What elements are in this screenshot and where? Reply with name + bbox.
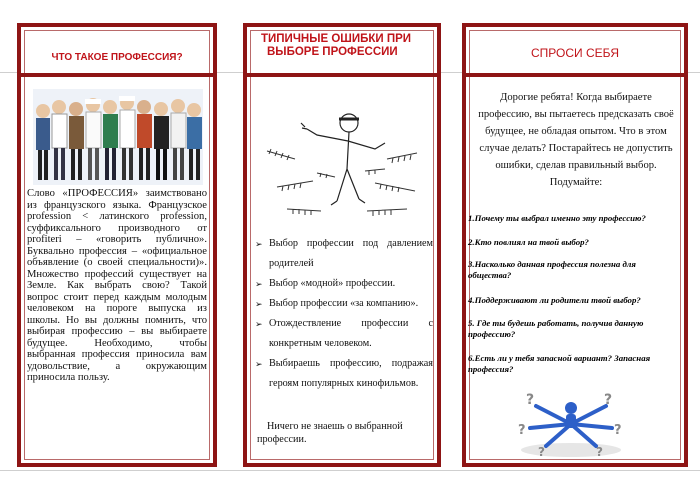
- list-item: [253, 274, 433, 294]
- panel-title: СПРОСИ СЕБЯ: [530, 46, 620, 60]
- list-item-text: Выбираешь профессию, подражая героям популярных кинофильмов.: [269, 358, 433, 389]
- title-divider: [462, 73, 688, 77]
- arrow-bullet-icon: ➢: [255, 239, 263, 249]
- question-marks-arrows-illustration: [516, 384, 626, 459]
- svg-text:?: ?: [596, 445, 603, 459]
- svg-text:?: ?: [604, 392, 613, 408]
- title-divider: [17, 73, 217, 77]
- panel-what-is-profession: [17, 23, 217, 467]
- blindfolded-man-rakes-illustration: [257, 89, 431, 229]
- svg-text:?: ?: [526, 392, 535, 408]
- arrow-bullet-icon: ➢: [255, 359, 263, 369]
- question-item: 4.Поддерживают ли родители твой выбор?: [468, 295, 641, 305]
- list-item-text: Выбор «модной» профессии.: [269, 278, 396, 289]
- panel-title: [247, 33, 437, 59]
- list-item: [253, 354, 433, 394]
- list-item: [253, 294, 433, 314]
- list-item: [253, 314, 433, 354]
- question-item: 3.Насколько данная профессия полезна для общества?: [468, 259, 636, 280]
- arrow-bullet-icon: ➢: [255, 319, 263, 329]
- panel-typical-mistakes: [243, 23, 441, 467]
- professions-illustration: [33, 89, 203, 185]
- arrow-bullet-icon: ➢: [255, 299, 263, 309]
- panel-title-line1: ТИПИЧНЫЕ ОШИБКИ ПРИ: [261, 33, 412, 45]
- title-divider: [243, 73, 441, 77]
- svg-text:?: ?: [538, 445, 545, 459]
- guide-line-bottom: [0, 470, 700, 471]
- question-item: 1.Почему ты выбрал именно эту профессию?: [468, 213, 646, 223]
- question-item: 2.Кто повлиял на твой выбор?: [468, 237, 589, 247]
- mistakes-footer: Ничего не знаешь о выбранной профессии.: [257, 421, 403, 445]
- list-item-text: Отождествление профессии с конкретным человеком.: [269, 318, 433, 349]
- profession-description: Слово «ПРОФЕССИЯ» заимствовано из французского языка. Французское profession < латинского profession, суффиксального производного от profiteri – «говорить публично». Буквально профессия – «официальное объявление (о своей специальности)». Множество профессий существует на Земле. Как выбрать свою? Такой вопрос стоит перед каждым молодым человеком на пороге выпуска из школы. Но вы должны помнить, что выбирая профессию – вы выбираете будущее. Необходимо, чтобы выбранная профессия приносила вам удовольствие, а окружающим приносила пользу.: [27, 188, 207, 383]
- panel-title: ЧТО ТАКОЕ ПРОФЕССИЯ?: [51, 52, 183, 63]
- list-item-text: Выбор профессии под давлением родителей: [269, 238, 433, 269]
- panel-ask-yourself: [462, 23, 688, 467]
- question-item: 6.Есть ли у тебя запасной вариант? Запасная профессия?: [468, 353, 651, 374]
- svg-text:?: ?: [614, 423, 622, 438]
- list-item-text: Выбор профессии «за компанию».: [269, 298, 419, 309]
- list-item: [253, 234, 433, 274]
- mistakes-list: [253, 234, 433, 394]
- panel-title-line2: ВЫБОРЕ ПРОФЕССИИ: [267, 46, 398, 58]
- question-item: 5. Где ты будешь работать, получив данную профессию?: [468, 318, 644, 339]
- svg-text:?: ?: [518, 423, 526, 438]
- intro-text: Дорогие ребята! Когда выбираете профессию, вы пытаетесь предсказать своё будущее, не обладая опытом. Что в этом случае делать? Постарайтесь не допустить ошибки, сделав правильный выбор. Подумайте:: [478, 92, 674, 188]
- arrow-bullet-icon: ➢: [255, 279, 263, 289]
